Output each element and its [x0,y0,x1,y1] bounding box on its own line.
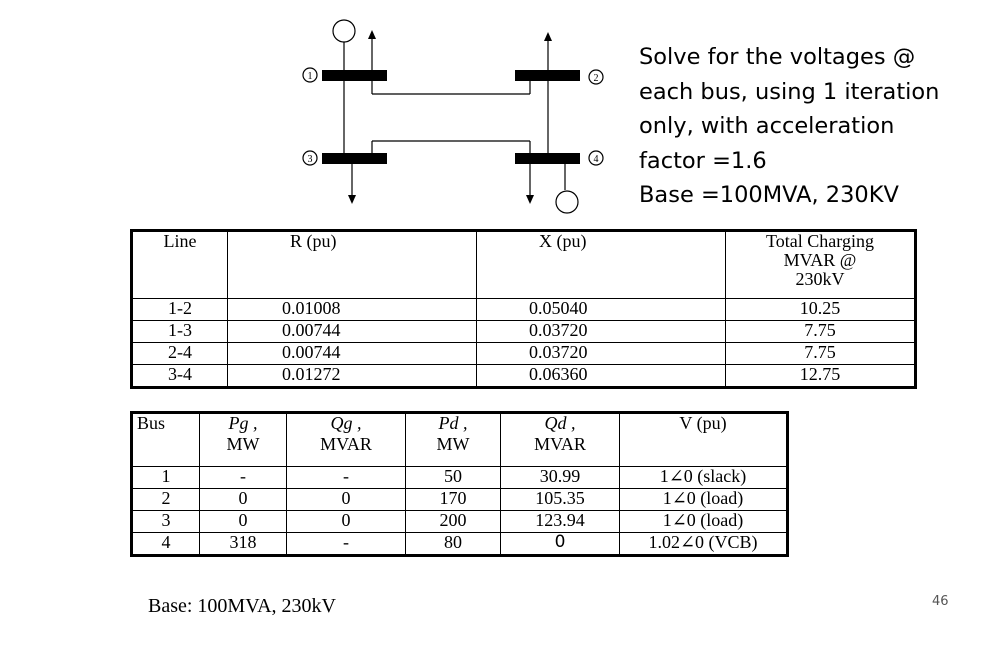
cell: 1-3 [132,321,228,343]
bus-label-1: 1 [307,71,313,82]
table-header-row [132,413,788,467]
cell: 0 [287,489,406,511]
bus-data-table [130,411,789,557]
bus-bar-3 [322,153,387,164]
cell: 7.75 [726,321,916,343]
base-note: Base: 100MVA, 230kV [148,595,336,617]
cell: 1-2 [132,299,228,321]
cell: 1∠0 (load) [620,489,788,511]
four-bus-one-line-diagram [290,10,620,220]
header-qd-symbol: Qd , [544,413,576,433]
table-row [132,467,788,489]
table-row [132,533,788,556]
cell: 0.03720 [477,343,726,365]
cell: 50 [406,467,501,489]
bus-label-3: 3 [307,154,313,165]
header-x: X (pu) [477,231,726,299]
cell: 3-4 [132,365,228,388]
cell: 0 [200,489,287,511]
header-pd-unit: MW [436,434,470,454]
cell: 7.75 [726,343,916,365]
cell: 10.25 [726,299,916,321]
cell: 0 [501,533,620,556]
cell: 1∠0 (slack) [620,467,788,489]
cell: 1.02∠0 (VCB) [620,533,788,556]
cell: 0.00744 [228,321,477,343]
cell: 0.00744 [228,343,477,365]
cell: 318 [200,533,287,556]
cell: 3 [132,511,200,533]
cell: 123.94 [501,511,620,533]
header-qd-unit: MVAR [534,434,586,454]
problem-statement [639,40,999,213]
cell: 0.01272 [228,365,477,388]
header-pd-symbol: Pd , [438,413,468,433]
bus-bar-4 [515,153,580,164]
table-row [132,343,916,365]
bus-label-2: 2 [593,73,599,84]
table-row [132,299,916,321]
table-header-row [132,231,916,299]
cell: 80 [406,533,501,556]
problem-line: Solve for the voltages @ [639,44,916,70]
bus-label-4: 4 [593,154,599,165]
header-pg-unit: MW [226,434,260,454]
cell: - [287,533,406,556]
header-pg [200,413,287,467]
cell: 1 [132,467,200,489]
table-row [132,511,788,533]
cell: 0 [200,511,287,533]
line-data-table [130,229,917,389]
header-charging-line: 230kV [795,269,845,289]
bus-bar-2 [515,70,580,81]
cell: 1∠0 (load) [620,511,788,533]
cell: 4 [132,533,200,556]
header-qg-symbol: Qg , [330,413,362,433]
header-line: Line [132,231,228,299]
cell: 12.75 [726,365,916,388]
cell: 200 [406,511,501,533]
header-r: R (pu) [228,231,477,299]
cell: 0.03720 [477,321,726,343]
generator-bus-4 [556,191,578,213]
problem-line: only, with acceleration [639,113,895,139]
header-v: V (pu) [620,413,788,467]
cell: - [287,467,406,489]
cell: 30.99 [501,467,620,489]
cell: 0.05040 [477,299,726,321]
bus-bar-1 [322,70,387,81]
cell: 0.01008 [228,299,477,321]
problem-line: factor =1.6 [639,147,767,174]
header-qg-unit: MVAR [320,434,372,454]
header-pd [406,413,501,467]
cell: 0 [287,511,406,533]
problem-line: each bus, using 1 iteration [639,78,940,105]
cell: 170 [406,489,501,511]
header-bus: Bus [132,413,200,467]
cell: 0.06360 [477,365,726,388]
header-charging [726,231,916,299]
cell: - [200,467,287,489]
header-charging-line: MVAR @ [783,250,857,270]
cell: 2 [132,489,200,511]
table-row [132,489,788,511]
header-qg [287,413,406,467]
generator-bus-1 [333,20,355,42]
cell: 105.35 [501,489,620,511]
problem-line: Base =100MVA, 230KV [639,182,899,208]
table-row [132,365,916,388]
header-pg-symbol: Pg , [228,413,258,433]
cell: 2-4 [132,343,228,365]
header-qd [501,413,620,467]
table-row [132,321,916,343]
header-charging-line: Total Charging [766,231,874,251]
page-number: 46 [932,594,949,609]
